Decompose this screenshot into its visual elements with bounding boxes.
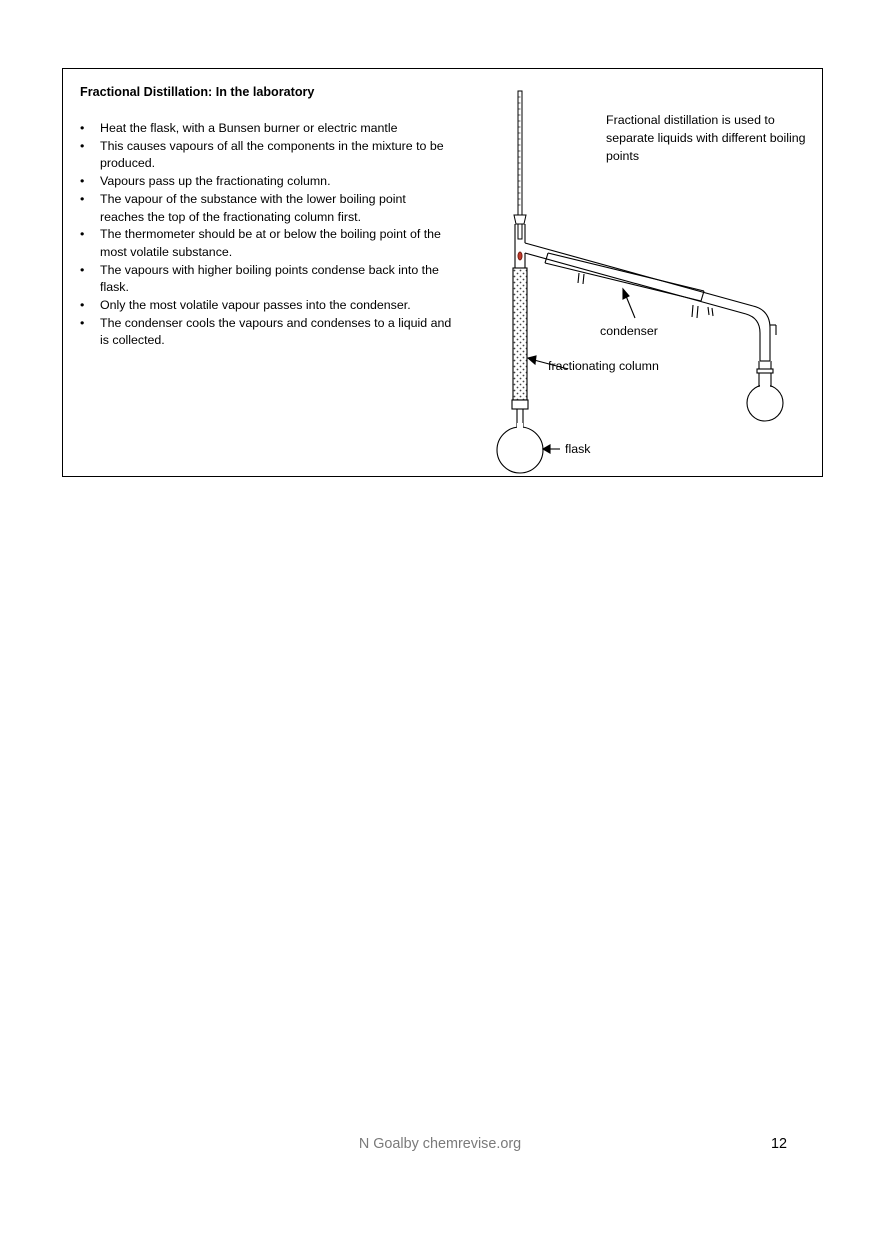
list-item: • Heat the flask, with a Bunsen burner or electric mantle <box>80 120 452 138</box>
stopper <box>514 215 526 224</box>
thermometer <box>518 91 522 260</box>
fractionating-column <box>512 268 528 428</box>
footer-credit: N Goalby chemrevise.org <box>358 1136 522 1152</box>
list-item: • The thermometer should be at or below the boiling point of the most volatile substance. <box>80 226 452 261</box>
intro-text: Fractional distillation is used to separate liquids with different boiling points <box>606 113 806 163</box>
condenser <box>525 243 776 361</box>
list-item: • Vapours pass up the fractionating column. <box>80 173 452 191</box>
section-title: Fractional Distillation: In the laboratory <box>80 85 315 99</box>
list-item: • The vapour of the substance with the lower boiling point reaches the top of the fractionating column first. <box>80 191 452 226</box>
receiving-flask <box>747 361 783 421</box>
list-item: • This causes vapours of all the components in the mixture to be produced. <box>80 138 452 173</box>
instruction-list <box>80 120 452 350</box>
page-number: 12 <box>771 1136 788 1152</box>
list-item: • Only the most volatile vapour passes into the condenser. <box>80 297 452 315</box>
fractionating-column-label: fractionating column <box>548 359 659 373</box>
flask-label: flask <box>565 442 591 456</box>
list-item: • The vapours with higher boiling points condense back into the flask. <box>80 262 452 297</box>
distillation-flask <box>497 423 543 473</box>
list-item: • The condenser cools the vapours and condenses to a liquid and is collected. <box>80 315 452 350</box>
condenser-label: condenser <box>600 324 658 338</box>
content-box <box>62 68 823 477</box>
distillation-apparatus-diagram <box>483 83 813 478</box>
